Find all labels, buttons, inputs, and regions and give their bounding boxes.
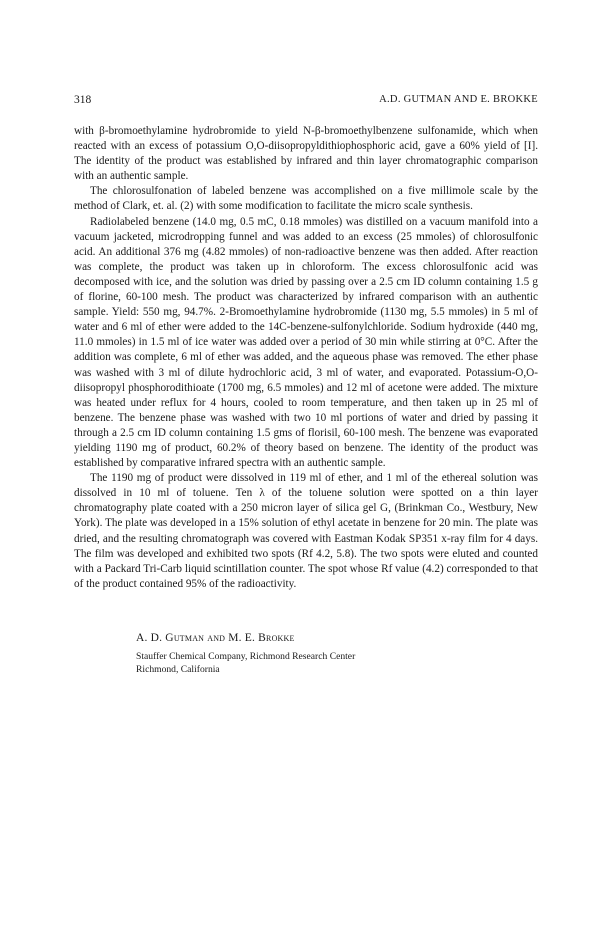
affiliation-company: Stauffer Chemical Company, Richmond Research Center <box>136 651 356 662</box>
page-number: 318 <box>74 94 92 106</box>
paragraph-1: with β-bromoethylamine hydrobromide to yield N-β-bromoethylbenzene sulfonamide, which when reacted with an excess of potassium O,O-diisopropyldithiophosphoric acid, gave a 60% yield of [I]. The identity of the product was established by infrared and thin layer chromatographic comparison with an authentic sample. <box>74 125 538 183</box>
paragraph-2: The chlorosulfonation of labeled benzene was accomplished on a five millimole scale by the method of Clark, et. al. (2) with some modification to facilitate the micro scale synthesis. <box>74 185 538 213</box>
paragraph-3: Radiolabeled benzene (14.0 mg, 0.5 mC, 0.18 mmoles) was distilled on a vacuum manifold into a vacuum jacketed, microdropping funnel and was added to an excess (25 mmoles) of chlorosulfonic acid. An additional 376 mg (4.82 mmoles) of non-radioactive benzene was then added. After reaction was complete, the product was taken up in chloroform. The excess chlorosulfonic acid was decomposed with ice, and the solution was dried by passing over a 2.5 cm ID column containing 1.5 g of florine, 60-100 mesh. The product was characterized by infrared comparison with an authentic sample. Yield: 550 mg, 94.7%. 2-Bromoethylamine hydrobromide (1130 mg, 5.5 mmoles) in 5 ml of water and 6 ml of ether were added to the 14C-benzene-sulfonylchloride. Sodium hydroxide (440 mg, 11.0 mmoles) in 1.5 ml of ice water was added over a period of 30 min while stirring at 0°C. After the addition was complete, 6 ml of ether was added, and the aqueous phase was removed. The ether phase was washed with 3 ml of dilute hydrochloric acid, 3 ml of water, and evaporated. Potassium-O,O-diisopropyl phosphorodithioate (1700 mg, 6.5 mmoles) and 12 ml of acetone were added. The mixture was heated under reflux for 4 hours, cooled to room temperature, and then taken up in 25 ml of benzene. The benzene phase was washed with two 10 ml portions of water and dried by passing it through a 2.5 cm ID column containing 1.5 gms of florisil, 60-100 mesh. The benzene was evaporated yielding 1190 mg of product, 60.2% of theory based on benzene. The identity of the product was established by comparative infrared spectra with an authentic sample. <box>74 215 538 470</box>
body-text <box>74 124 538 592</box>
author-names: A. D. Gutman and M. E. Brokke <box>136 632 295 644</box>
page-header <box>74 94 538 110</box>
author-signature <box>136 632 536 676</box>
affiliation-location: Richmond, California <box>136 664 220 675</box>
paragraph-4: The 1190 mg of product were dissolved in 119 ml of ether, and 1 ml of the ethereal solution was dissolved in 10 ml of toluene. Ten λ of the toluene solution were spotted on a thin layer chromatography plate coated with a 250 micron layer of silica gel G, (Brinkman Co., Westbury, New York). The plate was developed in a 15% solution of ethyl acetate in benzene for 20 min. The plate was dried, and the resulting chromatograph was covered with Eastman Kodak SP351 x-ray film for 4 days. The film was developed and exhibited two spots (Rf 4.2, 5.8). The two spots were eluted and counted with a Packard Tri-Carb liquid scintillation counter. The spot whose Rf value (4.2) corresponded to that of the product contained 95% of the radioactivity. <box>74 472 538 590</box>
running-head: A.D. GUTMAN AND E. BROKKE <box>379 94 538 105</box>
